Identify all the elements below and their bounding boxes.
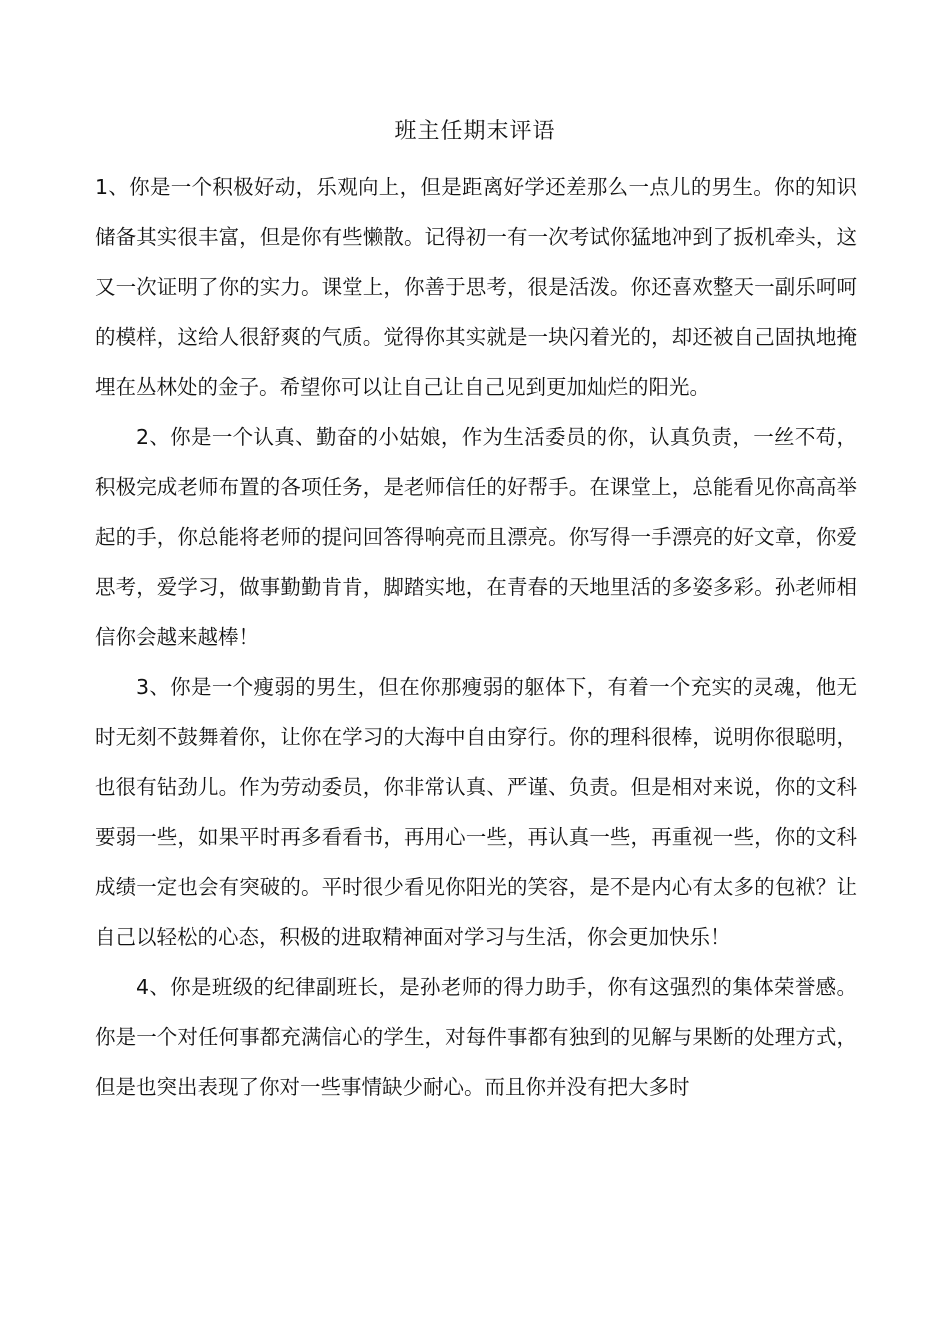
paragraph-2: 2、你是一个认真、勤奋的小姑娘，作为生活委员的你，认真负责，一丝不苟，积极完成老师布置的各项任务，是老师信任的好帮手。在课堂上，总能看见你高高举起的手，你总能将老师的提问回答得响亮而且漂亮。你写得一手漂亮的好文章，你爱思考，爱学习，做事勤勤肯肯，脚踏实地，在青春的天地里活的多姿多彩。孙老师相信你会越来越棒！: [95, 425, 857, 649]
paragraph-3: 3、你是一个瘦弱的男生，但在你那瘦弱的躯体下，有着一个充实的灵魂，他无时无刻不鼓舞着你，让你在学习的大海中自由穿行。你的理科很棒，说明你很聪明，也很有钻劲儿。作为劳动委员，你非常认真、严谨、负责。但是相对来说，你的文科要弱一些，如果平时再多看看书，再用心一些，再认真一些，再重视一些，你的文科成绩一定也会有突破的。平时很少看见你阳光的笑容，是不是内心有太多的包袱？让自己以轻松的心态，积极的进取精神面对学习与生活，你会更加快乐！: [95, 675, 857, 949]
paragraph-4: 4、你是班级的纪律副班长，是孙老师的得力助手，你有这强烈的集体荣誉感。你是一个对任何事都充满信心的学生，对每件事都有独到的见解与果断的处理方式，但是也突出表现了你对一些事情缺少耐心。而且你并没有把大多时: [95, 975, 857, 1099]
document-title: 班主任期末评语: [394, 119, 556, 144]
document-body: [95, 162, 857, 1112]
paragraph-1: 1、你是一个积极好动，乐观向上，但是距离好学还差那么一点儿的男生。你的知识储备其实很丰富，但是你有些懒散。记得初一有一次考试你猛地冲到了扳机牵头，这又一次证明了你的实力。课堂上，你善于思考，很是活泼。你还喜欢整天一副乐呵呵的模样，这给人很舒爽的气质。觉得你其实就是一块闪着光的，却还被自己固执地掩埋在丛林处的金子。希望你可以让自己让自己见到更加灿烂的阳光。: [95, 175, 857, 399]
